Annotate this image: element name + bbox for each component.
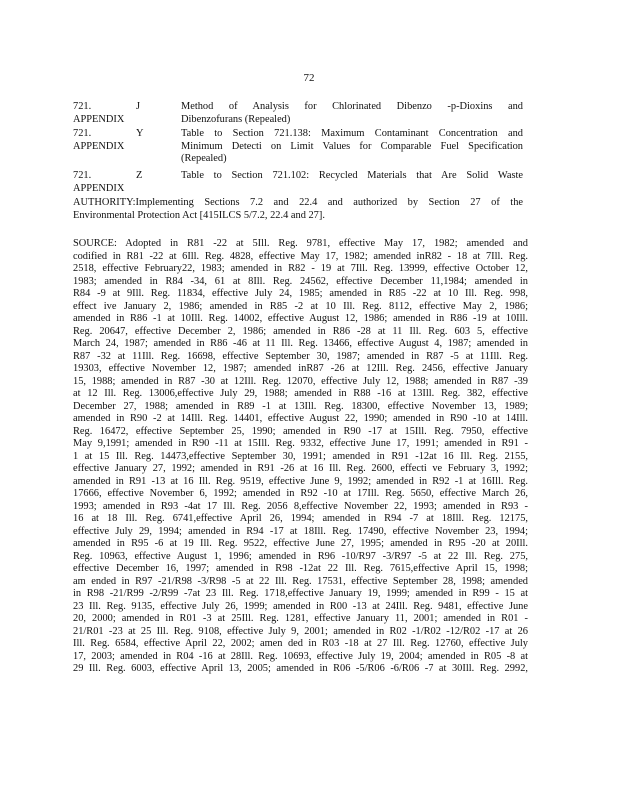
source-line: 29 Ill. Reg. 6003, effective April 13, 2005; amended in R06 -5/R06 -6/R06 -7 at 30Ill. Reg. 2992, bbox=[73, 663, 528, 674]
source-line: 1 at 15 Ill. Reg. 14473,effective September 30, 1991; amended in R91 -12at 16 Ill. Reg. 2155, bbox=[73, 450, 528, 462]
source-line: 17666, effective November 6, 1992; amended in R92 -10 at 17Ill. Reg. 5650, effective March 26, bbox=[73, 488, 528, 499]
page-number: 72 bbox=[303, 72, 315, 84]
source-line: amended in R95 -6 at 19 Ill. Reg. 9522, effective June 27, 1995; amended in R95 -20 at 20Ill. bbox=[73, 538, 528, 549]
source-line: amended in R91 -13 at 16 Ill. Reg. 9519, effective June 9, 1992; amended in R92 -1 at 16Ill. Reg. bbox=[73, 475, 528, 487]
source-line: effective July 29, 1994; amended in R94 -17 at 18Ill. Reg. 17490, effective November 23, 1994; bbox=[73, 525, 528, 537]
appendix-letter: Z bbox=[136, 170, 143, 181]
source-line: 17, 2003; amended in R04 -16 at 28Ill. Reg. 10693, effective July 19, 2004; amended in R05 -8 at bbox=[73, 650, 528, 662]
appendix-entry bbox=[73, 170, 523, 195]
appendix-description bbox=[181, 128, 523, 166]
source-line: in R98 -21/R99 -2/R99 -7at 23 Ill. Reg. 1718,effective January 19, 1999; amended in R99 - 15 at bbox=[73, 588, 528, 599]
source-paragraph bbox=[73, 238, 528, 676]
appendix-letter: Y bbox=[136, 128, 144, 139]
appendix-description-line: Table to Section 721.102: Recycled Materials that Are Solid Waste bbox=[181, 170, 523, 181]
source-line: R87 -32 at 11Ill. Reg. 16698, effective September 30, 1987; amended in R87 -5 at 11Ill. Reg. bbox=[73, 350, 528, 362]
source-line: effective January 27, 1992; amended in R91 -26 at 16 Ill. Reg. 2600, effecti ve February 3, 1992; bbox=[73, 463, 528, 474]
source-line: March 24, 1987; amended in R86 -46 at 11 Ill. Reg. 13466, effective August 4, 1987; amended in bbox=[73, 338, 528, 349]
appendix-letter: J bbox=[136, 101, 141, 112]
authority-line: AUTHORITY:Implementing Sections 7.2 and 22.4 and authorized by Section 27 of the bbox=[73, 197, 523, 208]
source-line: am ended in R97 -21/R98 -3/R98 -5 at 22 Ill. Reg. 17531, effective September 28, 1998; amended bbox=[73, 575, 528, 587]
appendix-description-line: (Repealed) bbox=[181, 153, 227, 164]
appendix-entry bbox=[73, 128, 523, 166]
appendix-id: 721. APPENDIX bbox=[73, 101, 125, 125]
source-line: effect ive January 2, 1986; amended in R85 -2 at 10 Ill. Reg. 8112, effective May 2, 1986; bbox=[73, 300, 528, 312]
appendix-description-line: Minimum Detecti on Limit Values for Comparable Fuel Specification bbox=[181, 140, 523, 152]
source-line: Reg. 20647, effective December 2, 1986; amended in R86 -28 at 11 Ill. Reg. 603 5, effective bbox=[73, 325, 528, 337]
source-line: codified in R81 -22 at 6Ill. Reg. 4828, effective May 17, 1982; amended inR82 - 18 at 7Ill. Reg. bbox=[73, 250, 528, 262]
source-line: amended in R86 -1 at 10Ill. Reg. 14002, effective August 12, 1986; amended in R86 -19 at 10Ill. bbox=[73, 313, 528, 324]
source-line: Reg. 16472, effective September 25, 1990; amended in R90 -17 at 15Ill. Reg. 7950, effective bbox=[73, 425, 528, 437]
appendix-description bbox=[181, 101, 523, 126]
authority-line: Environmental Protection Act [415ILCS 5/7.2, 22.4 and 27]. bbox=[73, 209, 325, 221]
source-line: December 27, 1988; amended in R89 -1 at 13Ill. Reg. 18300, effective November 13, 1989; bbox=[73, 400, 528, 412]
appendix-description-line: Table to Section 721.138: Maximum Contaminant Concentration and bbox=[181, 128, 523, 139]
appendix-description-line: Dibenzofurans (Repealed) bbox=[181, 113, 291, 125]
source-line: Ill. Reg. 6584, effective April 22, 2002; amen ded in R03 -18 at 27 Ill. Reg. 12760, effective July bbox=[73, 638, 528, 649]
source-line: 1993; amended in R93 -4at 17 Ill. Reg. 2056 8,effective November 22, 1993; amended in R93 - bbox=[73, 500, 528, 512]
source-line: amended in R90 -2 at 14Ill. Reg. 14401, effective August 22, 1990; amended in R90 -10 at 14Ill. bbox=[73, 413, 528, 424]
source-line: 20, 2000; amended in R01 -3 at 25Ill. Reg. 1281, effective January 11, 2001; amended in R01 - bbox=[73, 613, 528, 624]
source-line: 15, 1988; amended in R87 -30 at 12Ill. Reg. 12070, effective July 12, 1988; amended in R87 -39 bbox=[73, 375, 528, 387]
source-line: 19303, effective November 12, 1987; amended inR87 -26 at 12Ill. Reg. 2456, effective January bbox=[73, 363, 528, 374]
source-line: R84 -9 at 9Ill. Reg. 11834, effective July 24, 1985; amended in R85 -22 at 10 Ill. Reg. 998, bbox=[73, 288, 528, 299]
appendix-id: 721. APPENDIX bbox=[73, 128, 125, 152]
source-line: 2518, effective February22, 1983; amended in R82 - 19 at 7Ill. Reg. 13999, effective October 12, bbox=[73, 263, 528, 274]
authority-paragraph bbox=[73, 197, 523, 222]
appendix-id: 721. APPENDIX bbox=[73, 170, 125, 194]
source-line: at 12 Ill. Reg. 13006,effective July 29, 1988; amended in R88 -16 at 13Ill. Reg. 382, effective bbox=[73, 388, 528, 399]
source-line: 23 Ill. Reg. 9135, effective July 26, 1999; amended in R00 -13 at 24Ill. Reg. 9481, effective June bbox=[73, 600, 528, 612]
appendix-description bbox=[181, 170, 523, 195]
appendix-description-line: Method of Analysis for Chlorinated Dibenzo -p-Dioxins and bbox=[181, 101, 523, 112]
source-line: Reg. 10963, effective August 1, 1996; amended in R96 -10/R97 -3/R97 -5 at 22 Ill. Reg. 275, bbox=[73, 550, 528, 562]
source-line: May 9,1991; amended in R90 -11 at 15Ill. Reg. 9332, effective June 17, 1991; amended in R91 - bbox=[73, 438, 528, 449]
source-line: 1983; amended in R84 -34, 61 at 8Ill. Reg. 24562, effective December 11,1984; amended in bbox=[73, 275, 528, 287]
source-line: 21/R01 -23 at 25 Ill. Reg. 9108, effective July 9, 2001; amended in R02 -1/R02 -12/R02 -17 at 26 bbox=[73, 625, 528, 637]
source-line: SOURCE: Adopted in R81 -22 at 5Ill. Reg. 9781, effective May 17, 1982; amended and bbox=[73, 238, 528, 249]
source-line: 16 at 18 Ill. Reg. 6741,effective April 26, 1994; amended in R94 -7 at 18Ill. Reg. 12175, bbox=[73, 513, 528, 524]
source-line: effective December 16, 1997; amended in R98 -12at 22 Ill. Reg. 7615,effective April 15, 1998; bbox=[73, 563, 528, 574]
appendix-entry bbox=[73, 101, 523, 126]
